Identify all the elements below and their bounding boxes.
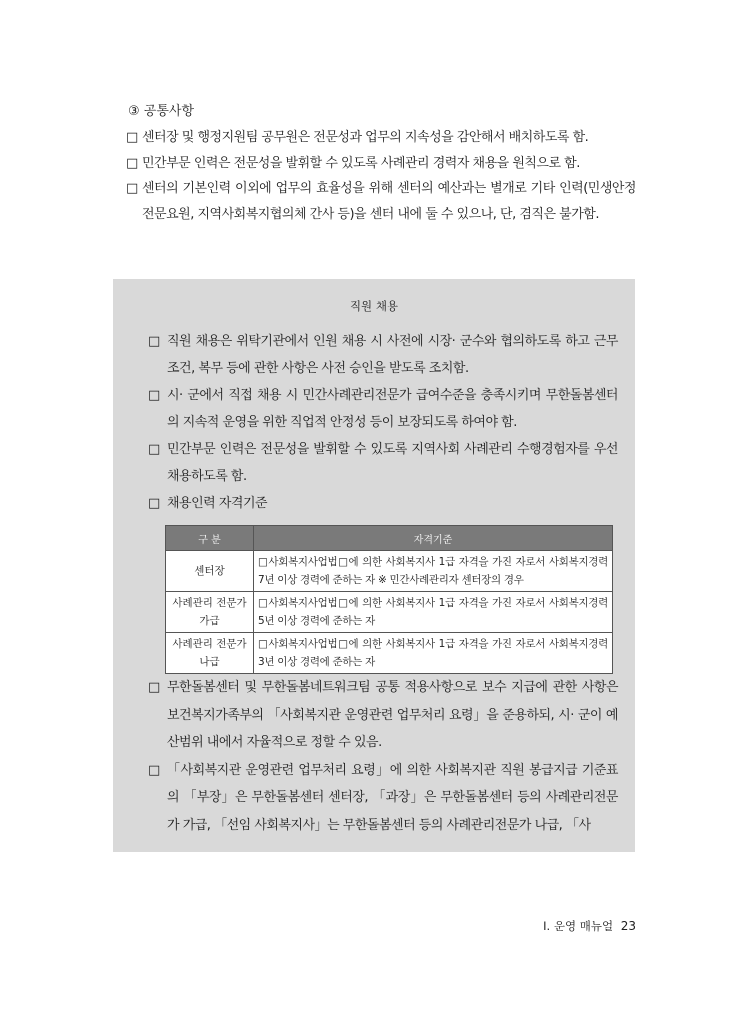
requirement-cell: □사회복지사업법□에 의한 사회복지사 1급 자격을 가진 자로서 사회복지경력 5년 이상 경력에 준하는 자 <box>254 592 613 633</box>
checkbox-bullet-icon: □ <box>126 181 138 196</box>
list-item <box>148 436 618 490</box>
list-item <box>148 757 618 840</box>
list-item <box>126 176 636 227</box>
list-item-text: 직원 채용은 위탁기관에서 인원 채용 시 사전에 시장· 군수와 협의하도록 하고 근무조건, 복무 등에 관한 사항은 사전 승인을 받도록 조치함. <box>167 334 618 376</box>
list-item-text: 민간부문 인력은 전문성을 발휘할 수 있도록 지역사회 사례관리 수행경험자를 우선 채용하도록 함. <box>167 442 618 484</box>
table-row <box>166 633 613 674</box>
checkbox-bullet-icon: □ <box>148 388 160 403</box>
column-header-grade: 구 분 <box>166 526 254 551</box>
checkbox-bullet-icon: □ <box>148 334 160 349</box>
grade-cell: 사례관리 전문가 나급 <box>166 633 254 674</box>
column-header-requirement: 자격기준 <box>254 526 613 551</box>
checkbox-bullet-icon: □ <box>126 155 138 171</box>
grade-cell: 사례관리 전문가 가급 <box>166 592 254 633</box>
list-item-text: 무한돌봄센터 및 무한돌봄네트워크팀 공통 적용사항으로 보수 지급에 관한 사항은 보건복지가족부의 「사회복지관 운영관련 업무처리 요령」을 준용하되, 시· 군이 예산범위 내에서 자율적으로 정할 수 있음. <box>167 680 618 750</box>
table-row <box>166 551 613 592</box>
table-row <box>166 592 613 633</box>
page-footer <box>543 918 636 934</box>
qualification-table <box>165 525 613 674</box>
list-item <box>148 328 618 382</box>
list-item <box>148 382 618 436</box>
list-item-text: 센터의 기본인력 이외에 업무의 효율성을 위해 센터의 예산과는 별개로 기타 인력(민생안정전문요원, 지역사회복지협의체 간사 등)을 센터 내에 둘 수 있으나, 단, 겸직은 불가함. <box>142 181 636 222</box>
list-item-text: 센터장 및 행정지원팀 공무원은 전문성과 업무의 지속성을 감안해서 배치하도록 함. <box>142 130 589 145</box>
section-heading: ③ 공통사항 <box>128 104 195 119</box>
checkbox-bullet-icon: □ <box>148 442 160 457</box>
checkbox-bullet-icon: □ <box>148 496 160 511</box>
checkbox-bullet-icon: □ <box>126 130 138 145</box>
list-item-text: 민간부문 인력은 전문성을 발휘할 수 있도록 사례관리 경력자 채용을 원칙으로 함. <box>142 155 580 171</box>
staff-hiring-box <box>113 279 635 852</box>
checkbox-bullet-icon: □ <box>148 762 160 778</box>
pay-items-list <box>148 674 618 839</box>
common-items-list <box>126 125 636 227</box>
list-item <box>148 674 618 757</box>
requirement-cell: □사회복지사업법□에 의한 사회복지사 1급 자격을 가진 자로서 사회복지경력 7년 이상 경력에 준하는 자 ※ 민간사례관리자 센터장의 경우 <box>254 551 613 592</box>
page-number: 23 <box>620 919 636 933</box>
grade-cell: 센터장 <box>166 551 254 592</box>
list-item <box>126 125 636 151</box>
list-item-text: 시· 군에서 직접 채용 시 민간사례관리전문가 급여수준을 충족시키며 무한돌봄센터의 지속적 운영을 위한 직업적 안정성 등이 보장되도록 하여야 함. <box>167 388 618 430</box>
list-item-text: 채용인력 자격기준 <box>167 496 268 511</box>
table-header-row <box>166 526 613 551</box>
box-title: 직원 채용 <box>349 299 399 313</box>
checkbox-bullet-icon: □ <box>148 680 160 695</box>
chapter-label: Ⅰ. 운영 매뉴얼 <box>543 919 614 933</box>
hiring-items-list <box>148 328 618 517</box>
list-item <box>148 490 618 517</box>
list-item-text: 「사회복지관 운영관련 업무처리 요령」에 의한 사회복지관 직원 봉급지급 기준표의 「부장」은 무한돌봄센터 센터장, 「과장」은 무한돌봄센터 등의 사례관리전문가 가급, 「선임 사회복지사」는 무한돌봄센터 등의 사례관리전문가 나급, 「사 <box>167 762 618 833</box>
requirement-cell: □사회복지사업법□에 의한 사회복지사 1급 자격을 가진 자로서 사회복지경력 3년 이상 경력에 준하는 자 <box>254 633 613 674</box>
list-item <box>126 151 636 177</box>
